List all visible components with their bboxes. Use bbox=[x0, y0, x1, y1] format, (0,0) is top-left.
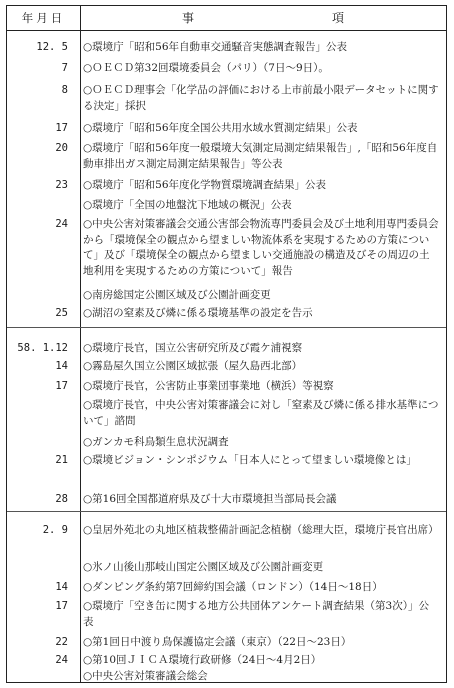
row-date: 14 bbox=[55, 581, 68, 593]
row-date: 2. 9 bbox=[42, 524, 68, 536]
section-separator bbox=[7, 511, 446, 513]
row-date: 58. 1.12 bbox=[17, 342, 68, 354]
row-date: 23 bbox=[55, 179, 68, 191]
row-date: 12. 5 bbox=[36, 41, 68, 53]
header-event-char-2: 項 bbox=[332, 11, 345, 25]
row-event: ○環境庁長官，中央公害対策審議会に対し「窒素及び燐に係る排水基準について」諮問 bbox=[83, 399, 439, 427]
row-date: 24 bbox=[55, 218, 68, 230]
row-event: ○環境庁「全国の地盤沈下地域の概況」公表 bbox=[83, 199, 292, 211]
row-date: 8 bbox=[61, 84, 68, 96]
row-event: ○環境庁「昭和56年度全国公共用水域水質測定結果」公表 bbox=[83, 122, 358, 134]
row-event: ○南房総国定公園区域及び公園計画変更 bbox=[83, 289, 271, 301]
row-date: 24 bbox=[55, 654, 68, 666]
row-event: ○環境ビジョン・シンポジウム「日本人にとって望ましい環境像とは」 bbox=[83, 454, 417, 466]
row-date: 14 bbox=[55, 360, 68, 372]
row-event: ○湖沼の窒素及び燐に係る環境基準の設定を告示 bbox=[83, 307, 313, 319]
row-event: ○環境庁長官，国立公害研究所及び霞ケ浦視察 bbox=[83, 342, 303, 354]
row-event: ○第16回全国都道府県及び十大市環境担当部局長会議 bbox=[83, 493, 337, 505]
row-event: ○皇居外苑北の丸地区植栽整備計画記念植樹（総理大臣，環境庁長官出席） bbox=[83, 524, 439, 536]
row-event: ○第1回日中渡り鳥保護協定会議（東京）（22日～23日） bbox=[83, 636, 352, 648]
row-event: ○環境庁「昭和56年自動車交通騒音実態調査報告」公表 bbox=[83, 41, 348, 53]
row-event: ○環境庁「昭和56年度化学物質環境調査結果」公表 bbox=[83, 179, 327, 191]
column-divider bbox=[80, 6, 81, 682]
table-header bbox=[7, 6, 446, 31]
row-event: ○霧島屋久国立公園区域拡張（屋久島西北部） bbox=[83, 360, 303, 372]
row-date: 22 bbox=[55, 636, 68, 648]
row-event: ○中央公害対策審議会総会 bbox=[83, 670, 208, 682]
row-event: ○ガンカモ科鳥類生息状況調査 bbox=[83, 436, 229, 448]
row-date: 28 bbox=[55, 493, 68, 505]
row-event: ○ＯＥＣＤ理事会「化学品の評価における上市前最小限データセットに関する決定」採択 bbox=[83, 84, 439, 112]
row-event: ○氷ノ山後山那岐山国定公園区域及び公園計画変更 bbox=[83, 561, 324, 573]
row-date: 20 bbox=[55, 142, 68, 154]
row-date: 17 bbox=[55, 122, 68, 134]
row-date: 17 bbox=[55, 600, 68, 612]
section-separator bbox=[7, 327, 446, 329]
header-event-char-1: 事 bbox=[182, 11, 195, 25]
row-date: 17 bbox=[55, 380, 68, 392]
row-event: ○ＯＥＣＤ第32回環境委員会（パリ）（7日～9日）。 bbox=[83, 62, 329, 74]
header-date: 年月日 bbox=[21, 11, 66, 25]
row-event: ○第10回ＪＩＣＡ環境行政研修（24日～4月2日） bbox=[83, 654, 322, 666]
row-date: 21 bbox=[55, 454, 68, 466]
chronology-table bbox=[6, 5, 447, 683]
row-date: 25 bbox=[55, 307, 68, 319]
row-event: ○環境庁「空き缶に関する地方公共団体アンケート調査結果（第3次）」公表 bbox=[83, 600, 429, 628]
row-event: ○環境庁長官，公害防止事業団事業地（横浜）等視察 bbox=[83, 380, 334, 392]
row-date: 7 bbox=[61, 62, 68, 74]
row-event: ○環境庁「昭和56年度一般環境大気測定局測定結果報告」,「昭和56年度自動車排出ガス測定局測定結果報告」等公表 bbox=[83, 142, 438, 170]
row-event: ○ダンピング条約第7回締約国会議（ロンドン）（14日～18日） bbox=[83, 581, 383, 593]
row-event: ○中央公害対策審議会交通公害部会物流専門委員会及び土地利用専門委員会から「環境保全の観点から望ましい物流体系を実現するための方策について」及び「環境保全の観点から望ましい交通施設の構造及びその周辺の土地利用を実現するための方策について」報告 bbox=[83, 218, 439, 277]
